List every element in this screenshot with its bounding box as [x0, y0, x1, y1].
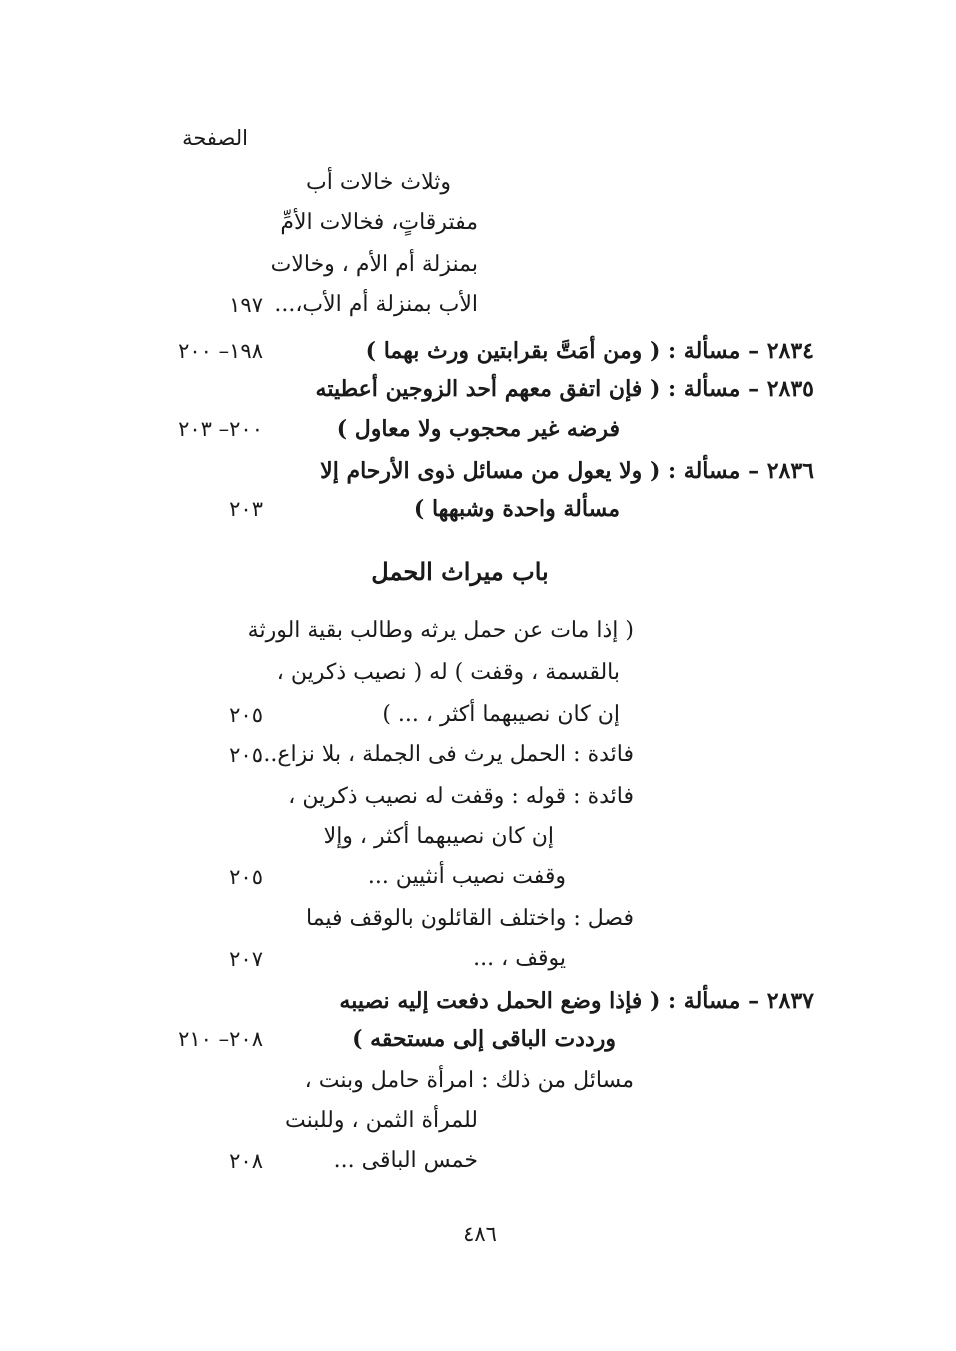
entry-line: إن كان نصيبهما أكثر ، ... )	[382, 702, 620, 727]
entry-line: للمرأة الثمن ، وللبنت	[285, 1108, 478, 1133]
entry-page-ref: ٢٠٠– ٢٠٣	[178, 417, 263, 441]
entry-page-ref: ٢٠٨– ٢١٠	[178, 1027, 263, 1051]
entry-page-ref: ٢٠٥	[229, 743, 263, 767]
entry-page-ref: ٢٠٧	[229, 947, 263, 971]
entry-line: فائدة : الحمل يرث فى الجملة ، بلا نزاع...	[256, 742, 634, 767]
entry-page-ref: ١٩٨– ٢٠٠	[178, 339, 263, 363]
entry-page-ref: ٢٠٣	[229, 497, 263, 521]
entry-line: بمنزلة أم الأم ، وخالات	[270, 252, 478, 277]
entry-page-ref: ١٩٧	[229, 293, 263, 317]
issue-entry-line: فرضه غير محجوب ولا معاول )	[336, 416, 620, 442]
entry-line: فائدة : قوله : وقفت له نصيب ذكرين ،	[288, 784, 634, 809]
page-number: ٤٨٦	[463, 1222, 497, 1246]
entry-line: يوقف ، ...	[473, 946, 566, 971]
entry-page-ref: ٢٠٥	[229, 865, 263, 889]
entry-line: بالقسمة ، وقفت ) له ( نصيب ذكرين ،	[276, 660, 620, 685]
issue-entry-line: ٢٨٣٧ – مسألة : ( فإذا وضع الحمل دفعت إليه نصيبه	[339, 988, 814, 1014]
entry-line: إن كان نصيبهما أكثر ، وإلا	[323, 824, 554, 849]
entry-line: مسائل من ذلك : امرأة حامل وبنت ،	[304, 1068, 634, 1093]
issue-entry-line: ٢٨٣٦ – مسألة : ( ولا يعول من مسائل ذوى الأرحام إلا	[320, 458, 814, 484]
entry-line: الأب بمنزلة أم الأب،...	[274, 292, 478, 317]
entry-line: وقفت نصيب أنثيين ...	[367, 864, 566, 889]
entry-line: ( إذا مات عن حمل يرثه وطالب بقية الورثة	[247, 618, 634, 643]
issue-entry-line: ٢٨٣٤ – مسألة : ( ومن أمَتَّ بقرابتين ورث بهما )	[365, 338, 814, 364]
entry-line: وثلاث خالات أب	[306, 170, 451, 195]
entry-line: فصل : واختلف القائلون بالوقف فيما	[305, 906, 634, 931]
page-column-header: الصفحة	[182, 126, 248, 150]
entry-page-ref: ٢٠٨	[229, 1149, 263, 1173]
entry-line: خمس الباقى ...	[333, 1148, 478, 1173]
entry-page-ref: ٢٠٥	[229, 703, 263, 727]
entry-line: مفترقاتٍ، فخالات الأمِّ	[280, 210, 478, 235]
issue-entry-line: مسألة واحدة وشبهها )	[413, 496, 620, 522]
section-title: باب ميراث الحمل	[371, 557, 549, 586]
issue-entry-line: ورددت الباقى إلى مستحقه )	[352, 1026, 616, 1052]
issue-entry-line: ٢٨٣٥ – مسألة : ( فإن اتفق معهم أحد الزوجين أعطيته	[315, 376, 814, 402]
